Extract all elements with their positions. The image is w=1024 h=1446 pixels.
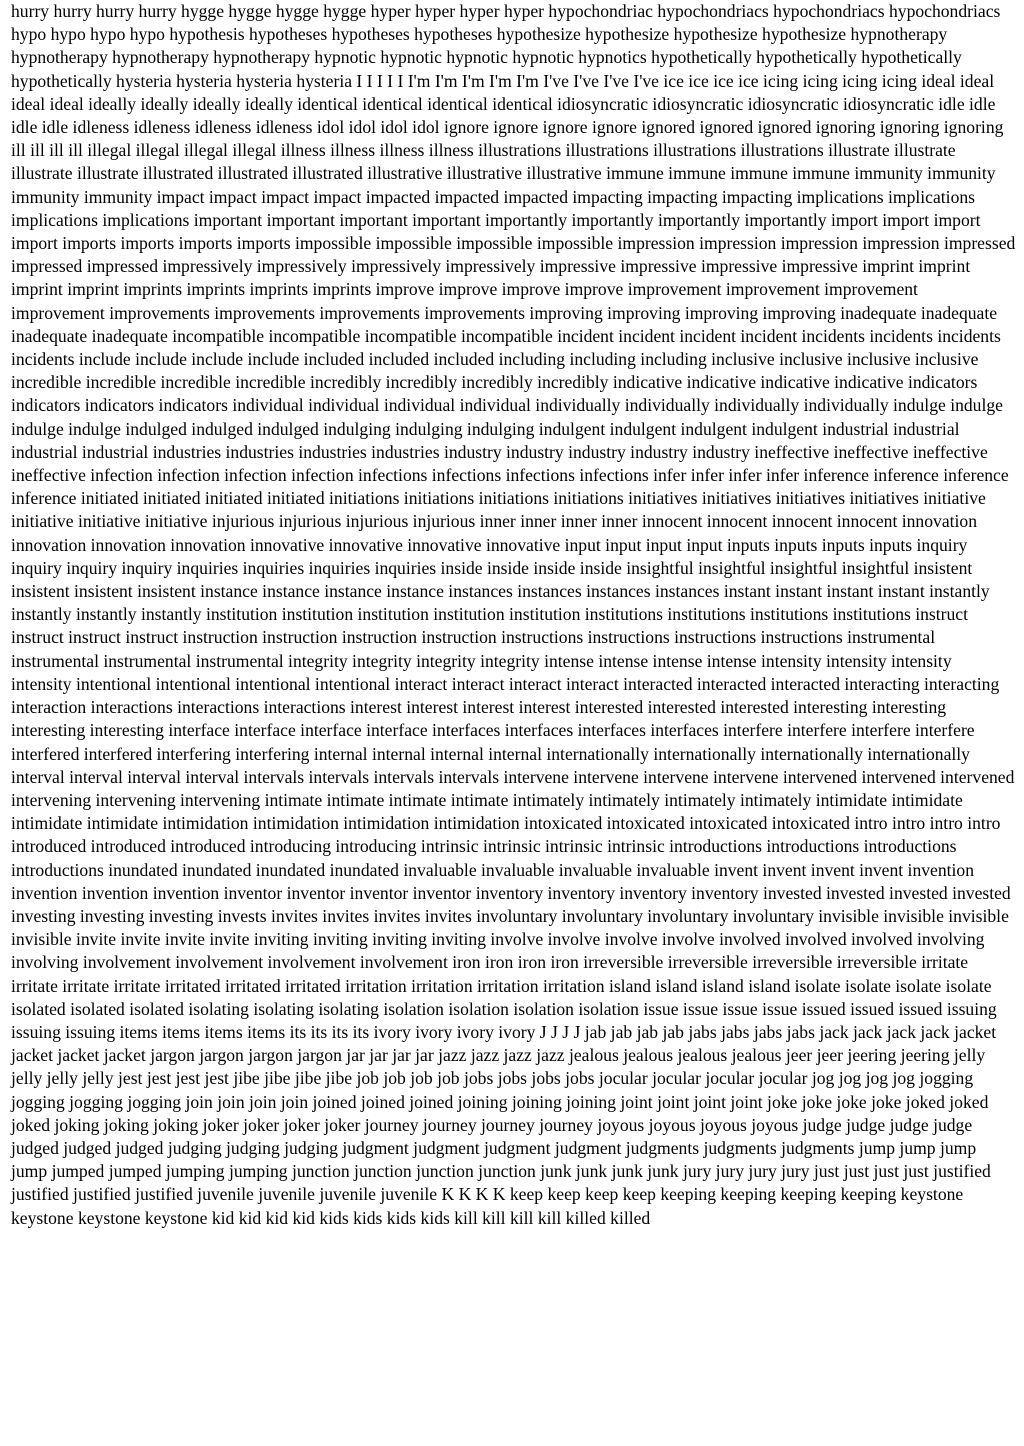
word-list-text: hurry hurry hurry hurry hygge hygge hygge hygge hyper hyper hyper hyper hypochondriac hypochondriacs hypochondriacs hypochondriacs hypo hypo hypo hypo hypothesis hypotheses hypotheses hypotheses hypothesize hypothesize hypothesize hypothesize hypnotherapy hypnotherapy hypnotherapy hypnotherapy hypnotic hypnotic hypnotic hypnotic hypnotics hypothetically hypothetically hypothetically hypothetically hysteria hysteria hysteria hysteria I I I I I I'm I'm I'm I'm I'm I've I've I've I've ice ice ice ice icing icing icing icing ideal ideal ideal ideal ideally ideally ideally ideally identical identical identical identical idiosyncratic idiosyncratic idiosyncratic idiosyncratic idle idle idle idle idleness idleness idleness idleness idol idol idol idol ignore ignore ignore ignore ignored ignored ignored ignoring ignoring ignoring ill ill ill ill illegal illegal illegal illegal illness illness illness illness illustrations illustrations illustrations illustrations illustrate illustrate illustrate illustrate illustrated illustrated illustrated illustrative illustrative illustrative immune immune immune immune immunity immunity immunity immunity impact impact impact impact impacted impacted impacted impacting impacting impacting implications implications implications implications important important important important importantly importantly importantly importantly import import import import imports imports imports imports impossible impossible impossible impossible impression impression impression impression impressed impressed impressed impressively impressively impressively impressively impressive impressive impressive impressive imprint imprint imprint imprint imprints imprints imprints imprints improve improve improve improve improvement improvement improvement improvement improvements improvements improvements improvements improving improving improving improving inadequate inadequate inadequate inadequate incompatible incompatible incompatible incompatible incident incident incident incident incidents incidents incidents incidents include include include include included included included including including including inclusive inclusive inclusive inclusive incredible incredible incredible incredible incredibly incredibly incredibly incredibly indicative indicative indicative indicative indicators indicators indicators indicators individual individual individual individual individually individually individually individually indulge indulge indulge indulge indulged indulged indulged indulging indulging indulging indulgent indulgent indulgent indulgent industrial industrial industrial industrial industries industries industries industries industry industry industry industry industry ineffective ineffective ineffective ineffective infection infection infection infection infections infections infections infections infer infer infer infer inference inference inference inference initiated initiated initiated initiated initiations initiations initiations initiations initiatives initiatives initiatives initiatives initiative initiative initiative initiative injurious injurious injurious injurious inner inner inner inner innocent innocent innocent innocent innovation innovation innovation innovation innovative innovative innovative innovative input input input input inputs inputs inputs inputs inquiry inquiry inquiry inquiry inquiries inquiries inquiries inquiries inside inside inside inside insightful insightful insightful insightful insistent insistent insistent insistent instance instance instance instance instances instances instances instances instant instant instant instant instantly instantly instantly instantly institution institution institution institution institution institutions institutions institutions institutions instruct instruct instruct instruct instruction instruction instruction instruction instructions instructions instructions instructions instrumental instrumental instrumental instrumental integrity integrity integrity integrity intense intense intense intense intensity intensity intensity intensity intentional intentional intentional intentional interact interact interact interact interacted interacted interacted interacting interacting interaction interactions interactions interactions interest interest interest interest interested interested interested interesting interesting interesting interesting interface interface interface interface interfaces interfaces interfaces interfaces interfere interfere interfere interfere interfered interfered interfering interfering internal internal internal internal internationally internationally internationally internationally interval interval interval interval intervals intervals intervals intervals intervene intervene intervene intervene intervened intervened intervened intervening intervening intervening intimate intimate intimate intimate intimately intimately intimately intimately intimidate intimidate intimidate intimidate intimidation intimidation intimidation intimidation intoxicated intoxicated intoxicated intoxicated intro intro intro intro introduced introduced introduced introducing introducing intrinsic intrinsic intrinsic intrinsic introductions introductions introductions introductions inundated inundated inundated inundated invaluable invaluable invaluable invaluable invent invent invent invent invention invention invention invention inventor inventor inventor inventor inventory inventory inventory inventory invested invested invested invested investing investing investing invests invites invites invites invites involuntary involuntary involuntary involuntary invisible invisible invisible invisible invite invite invite invite inviting inviting inviting inviting involve involve involve involve involved involved involved involving involving involvement involvement involvement involvement iron iron iron iron irreversible irreversible irreversible irreversible irritate irritate irritate irritate irritated irritated irritated irritation irritation irritation irritation island island island island isolate isolate isolate isolate isolated isolated isolated isolating isolating isolating isolation isolation isolation isolation issue issue issue issue issued issued issued issuing issuing issuing items items items items its its its its ivory ivory ivory ivory J J J J jab jab jab jab jabs jabs jabs jabs jack jack jack jack jacket jacket jacket jacket jargon jargon jargon jargon jar jar jar jar jazz jazz jazz jazz jealous jealous jealous jealous jeer jeer jeering jeering jelly jelly jelly jelly jest jest jest jest jibe jibe jibe jibe job job job job jobs jobs jobs jobs jocular jocular jocular jocular jog jog jog jog jogging jogging jogging jogging join join join join joined joined joined joining joining joining joint joint joint joint joke joke joke joke joked joked joked joking joking joking joker joker joker joker journey journey journey journey joyous joyous joyous joyous judge judge judge judge judged judged judged judging judging judging judgment judgment judgment judgment judgments judgments judgments jump jump jump jump jumped jumped jumping jumping junction junction junction junction junk junk junk junk jury jury jury jury just just just just justified justified justified justified juvenile juvenile juvenile juvenile K K K K keep keep keep keep keeping keeping keeping keeping keystone keystone keystone keystone kid kid kid kid kids kids kids kids kill kill kill kill killed killed [11,1,1016,1228]
